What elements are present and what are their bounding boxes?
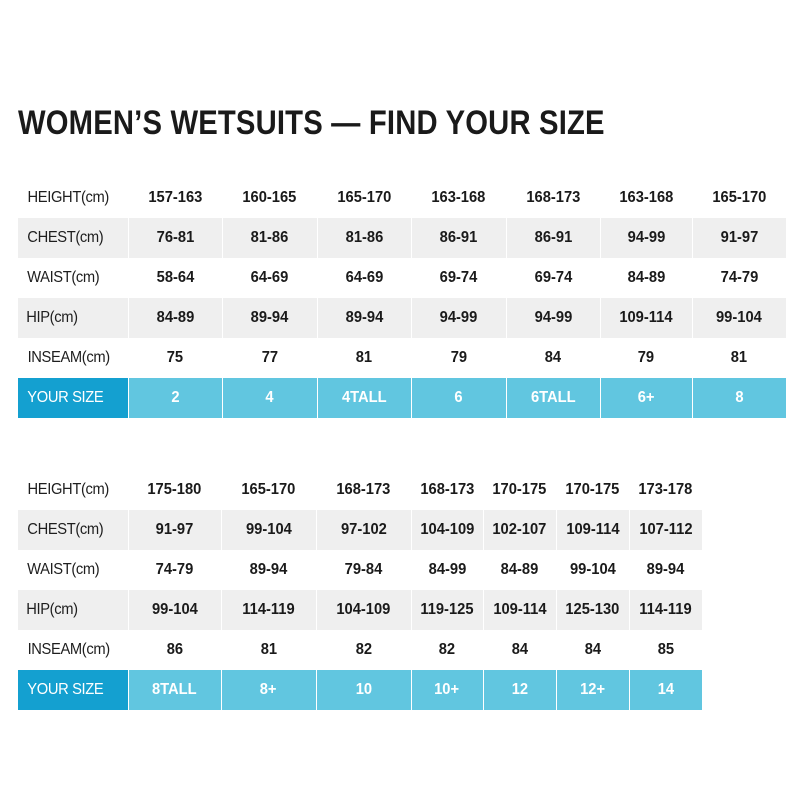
cell-value: 157-163	[147, 189, 203, 206]
cell-value: 81	[731, 349, 748, 366]
measurement-cell	[506, 178, 600, 218]
page-title: WOMEN’S WETSUITS — FIND YOUR SIZE	[18, 104, 605, 142]
row-label	[18, 630, 128, 670]
cell-value: 125-130	[565, 601, 620, 618]
row-label-text: HIP(cm)	[26, 601, 78, 618]
cell-value: 85	[657, 641, 674, 658]
row-label	[18, 178, 128, 218]
row-label	[18, 218, 128, 258]
cell-value: 94-99	[627, 229, 665, 246]
cell-value: 109-114	[619, 309, 673, 326]
size-cell	[222, 378, 317, 418]
measurement-cell	[128, 470, 221, 510]
size-cell	[411, 378, 506, 418]
row-label-text: CHEST(cm)	[27, 229, 104, 246]
cell-value: 82	[355, 641, 372, 658]
cell-value: 4TALL	[341, 389, 387, 406]
cell-value: 81-86	[250, 229, 289, 246]
cell-value: 86-91	[439, 229, 478, 246]
cell-value: 165-170	[336, 189, 392, 206]
row-label	[18, 258, 128, 298]
cell-value: 84-89	[500, 561, 539, 578]
measurement-cell	[483, 550, 556, 590]
row-label-text: WAIST(cm)	[27, 561, 100, 578]
row-label-text: HEIGHT(cm)	[27, 481, 109, 498]
measurement-cell	[692, 298, 786, 338]
row-label-text: HEIGHT(cm)	[27, 189, 109, 206]
cell-value: 6+	[637, 389, 655, 406]
measurement-cell	[483, 510, 556, 550]
measurement-cell	[556, 630, 629, 670]
row-label-text: YOUR SIZE	[27, 389, 104, 406]
measurement-cell	[692, 218, 786, 258]
row-label-text: INSEAM(cm)	[27, 349, 110, 366]
measurement-cell	[411, 550, 483, 590]
row-label-text: INSEAM(cm)	[27, 641, 110, 658]
measurement-cell	[317, 218, 411, 258]
size-cell	[692, 378, 786, 418]
cell-value: 94-99	[439, 309, 478, 326]
measurement-cell	[629, 550, 702, 590]
measurement-cell	[629, 510, 702, 550]
row-label-text: WAIST(cm)	[27, 269, 100, 286]
size-table-2	[18, 470, 702, 710]
row-label-text: CHEST(cm)	[27, 521, 104, 538]
cell-value: 69-74	[534, 269, 572, 286]
hip-row	[18, 298, 786, 338]
cell-value: 107-112	[639, 521, 693, 538]
measurement-cell	[316, 630, 411, 670]
measurement-cell	[483, 630, 556, 670]
cell-value: 170-175	[565, 481, 620, 498]
measurement-cell	[128, 630, 221, 670]
cell-value: 168-173	[336, 481, 391, 498]
measurement-cell	[411, 338, 506, 378]
cell-value: 86	[166, 641, 183, 658]
measurement-cell	[316, 470, 411, 510]
measurement-cell	[128, 550, 221, 590]
cell-value: 84	[511, 641, 528, 658]
row-label	[18, 590, 128, 630]
row-label	[18, 510, 128, 550]
row-label	[18, 470, 128, 510]
cell-value: 75	[166, 349, 184, 366]
measurement-cell	[483, 470, 556, 510]
size-cell	[600, 378, 692, 418]
size-cell	[316, 670, 411, 710]
cell-value: 99-104	[245, 521, 292, 538]
measurement-cell	[411, 298, 506, 338]
cell-value: 76-81	[156, 229, 194, 246]
measurement-cell	[629, 590, 702, 630]
row-label	[18, 298, 128, 338]
row-label	[18, 378, 128, 418]
measurement-cell	[629, 470, 702, 510]
cell-value: 79	[637, 349, 655, 366]
size-cell	[221, 670, 316, 710]
cell-value: 6TALL	[530, 389, 576, 406]
cell-value: 82	[438, 641, 456, 658]
measurement-cell	[600, 338, 692, 378]
size-cell	[556, 670, 629, 710]
row-label	[18, 338, 128, 378]
size-cell	[128, 378, 222, 418]
cell-value: 163-168	[431, 189, 486, 206]
size-cell	[483, 670, 556, 710]
cell-value: 114-119	[639, 601, 692, 618]
cell-value: 84-99	[428, 561, 466, 578]
measurement-cell	[411, 178, 506, 218]
cell-value: 12	[511, 681, 528, 698]
measurement-cell	[222, 298, 317, 338]
measurement-cell	[128, 590, 221, 630]
cell-value: 163-168	[618, 189, 674, 206]
cell-value: 8TALL	[152, 681, 197, 698]
measurement-cell	[221, 590, 316, 630]
cell-value: 109-114	[492, 601, 547, 618]
cell-value: 84	[584, 641, 601, 658]
size-cell	[128, 670, 221, 710]
cell-value: 91-97	[720, 229, 759, 246]
row-label	[18, 550, 128, 590]
height-row	[18, 470, 702, 510]
cell-value: 81	[260, 641, 277, 658]
cell-value: 74-79	[155, 561, 194, 578]
cell-value: 91-97	[155, 521, 194, 538]
inseam-row	[18, 338, 786, 378]
cell-value: 173-178	[638, 481, 693, 498]
cell-value: 14	[657, 681, 674, 698]
measurement-cell	[128, 510, 221, 550]
measurement-cell	[556, 590, 629, 630]
cell-value: 64-69	[345, 269, 383, 286]
cell-value: 97-102	[340, 521, 387, 538]
cell-value: 109-114	[565, 521, 620, 538]
measurement-cell	[411, 470, 483, 510]
measurement-cell	[506, 298, 600, 338]
measurement-cell	[556, 510, 629, 550]
size-cell	[317, 378, 411, 418]
cell-value: 2	[170, 389, 180, 406]
cell-value: 94-99	[534, 309, 572, 326]
measurement-cell	[221, 510, 316, 550]
cell-value: 4	[265, 389, 274, 406]
cell-value: 102-107	[492, 521, 547, 538]
cell-value: 99-104	[569, 561, 616, 578]
measurement-cell	[221, 630, 316, 670]
measurement-cell	[629, 630, 702, 670]
cell-value: 74-79	[720, 269, 759, 286]
hip-row	[18, 590, 702, 630]
measurement-cell	[222, 218, 317, 258]
measurement-cell	[128, 178, 222, 218]
cell-value: 99-104	[716, 309, 763, 326]
measurement-cell	[692, 178, 786, 218]
cell-value: 160-165	[242, 189, 297, 206]
measurement-cell	[411, 590, 483, 630]
measurement-cell	[600, 218, 692, 258]
cell-value: 89-94	[345, 309, 383, 326]
measurement-cell	[128, 338, 222, 378]
measurement-cell	[316, 550, 411, 590]
measurement-cell	[556, 470, 629, 510]
measurement-cell	[128, 218, 222, 258]
measurement-cell	[221, 550, 316, 590]
cell-value: 168-173	[419, 481, 475, 498]
size-cell	[506, 378, 600, 418]
cell-value: 77	[261, 349, 278, 366]
cell-value: 89-94	[646, 561, 685, 578]
row-label-text: HIP(cm)	[26, 309, 78, 326]
measurement-cell	[128, 298, 222, 338]
measurement-cell	[556, 550, 629, 590]
cell-value: 104-109	[419, 521, 475, 538]
measurement-cell	[600, 258, 692, 298]
cell-value: 168-173	[525, 189, 581, 206]
cell-value: 104-109	[336, 601, 391, 618]
measurement-cell	[600, 178, 692, 218]
measurement-cell	[316, 590, 411, 630]
size-cell	[411, 670, 483, 710]
cell-value: 84-89	[627, 269, 665, 286]
measurement-cell	[222, 338, 317, 378]
measurement-cell	[506, 258, 600, 298]
cell-value: 64-69	[250, 269, 289, 286]
measurement-cell	[411, 630, 483, 670]
measurement-cell	[411, 218, 506, 258]
measurement-cell	[692, 258, 786, 298]
size-table-1	[18, 178, 786, 418]
cell-value: 175-180	[147, 481, 202, 498]
cell-value: 99-104	[151, 601, 198, 618]
measurement-cell	[483, 590, 556, 630]
cell-value: 10+	[434, 681, 460, 698]
height-row	[18, 178, 786, 218]
cell-value: 69-74	[439, 269, 478, 286]
cell-value: 12+	[580, 681, 605, 698]
cell-value: 165-170	[241, 481, 296, 498]
measurement-cell	[222, 178, 317, 218]
cell-value: 8+	[260, 681, 277, 698]
cell-value: 81	[355, 349, 373, 366]
measurement-cell	[506, 218, 600, 258]
waist-row	[18, 550, 702, 590]
chest-row	[18, 218, 786, 258]
cell-value: 114-119	[242, 601, 295, 618]
cell-value: 170-175	[492, 481, 547, 498]
measurement-cell	[411, 510, 483, 550]
measurement-cell	[317, 338, 411, 378]
row-label-text: YOUR SIZE	[27, 681, 104, 698]
cell-value: 86-91	[534, 229, 572, 246]
measurement-cell	[317, 258, 411, 298]
cell-value: 79	[450, 349, 467, 366]
measurement-cell	[128, 258, 222, 298]
measurement-cell	[411, 258, 506, 298]
waist-row	[18, 258, 786, 298]
size-cell	[629, 670, 702, 710]
cell-value: 8	[735, 389, 744, 406]
cell-value: 81-86	[345, 229, 383, 246]
cell-value: 119-125	[420, 601, 474, 618]
measurement-cell	[692, 338, 786, 378]
row-label	[18, 670, 128, 710]
measurement-cell	[317, 298, 411, 338]
your-size-row	[18, 378, 786, 418]
measurement-cell	[316, 510, 411, 550]
cell-value: 6	[454, 389, 463, 406]
measurement-cell	[221, 470, 316, 510]
cell-value: 165-170	[712, 189, 767, 206]
cell-value: 58-64	[156, 269, 194, 286]
chest-row	[18, 510, 702, 550]
measurement-cell	[506, 338, 600, 378]
measurement-cell	[222, 258, 317, 298]
cell-value: 89-94	[250, 309, 289, 326]
your-size-row	[18, 670, 702, 710]
cell-value: 84	[544, 349, 562, 366]
cell-value: 10	[355, 681, 372, 698]
cell-value: 84-89	[156, 309, 194, 326]
measurement-cell	[600, 298, 692, 338]
inseam-row	[18, 630, 702, 670]
cell-value: 79-84	[344, 561, 383, 578]
cell-value: 89-94	[249, 561, 288, 578]
measurement-cell	[317, 178, 411, 218]
